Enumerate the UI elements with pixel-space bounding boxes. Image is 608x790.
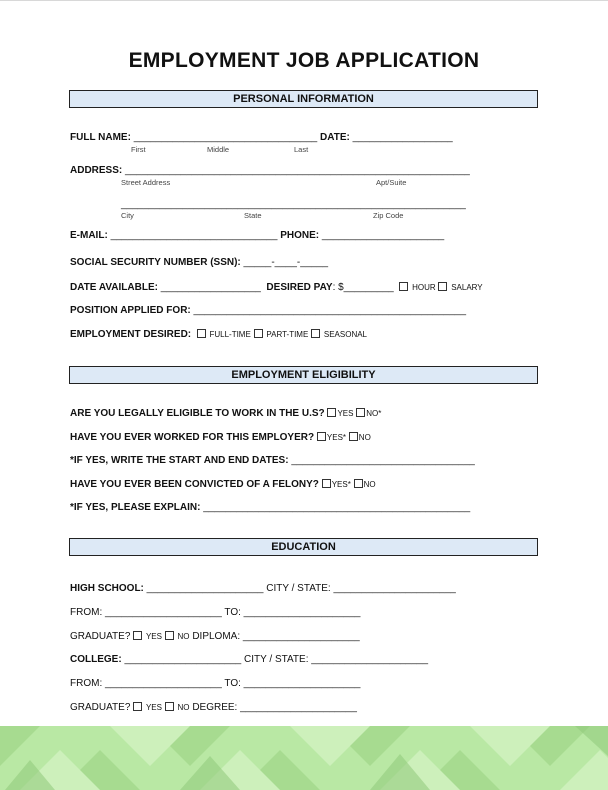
from-label: FROM: <box>70 607 103 618</box>
college-from-field[interactable]: _____________________ <box>105 678 222 689</box>
high-school-field[interactable]: _____________________ <box>146 583 264 594</box>
seasonal-label: SEASONAL <box>323 330 368 339</box>
hs-graduate-row <box>70 631 360 643</box>
college-from-to-row <box>70 678 360 690</box>
salary-checkbox[interactable] <box>438 282 447 291</box>
college-graduate-row <box>70 702 357 714</box>
legal-eligible-question: ARE YOU LEGALLY ELIGIBLE TO WORK IN THE U.S? <box>70 408 325 419</box>
date-field[interactable]: __________________ <box>352 132 453 143</box>
eligibility-q5-row <box>70 502 470 514</box>
full-name-field[interactable]: _________________________________ <box>133 132 318 143</box>
college-graduate-yes-label: YES <box>145 703 162 712</box>
felony-no-checkbox[interactable] <box>354 479 363 488</box>
eligibility-q1-row <box>70 408 381 420</box>
start-end-dates-label: *IF YES, WRITE THE START AND END DATES: <box>70 455 289 466</box>
worked-before-question: HAVE YOU EVER WORKED FOR THIS EMPLOYER? <box>70 432 315 443</box>
position-row <box>70 305 466 317</box>
start-end-dates-field[interactable]: _________________________________ <box>291 455 475 466</box>
sub-middle: Middle <box>207 145 230 154</box>
address-field[interactable]: ______________________________________________________________ <box>125 165 470 176</box>
degree-label: DEGREE: <box>192 702 238 713</box>
phone-label: PHONE: <box>280 230 320 241</box>
degree-field[interactable]: _____________________ <box>240 702 357 713</box>
felony-yes-label: YES* <box>331 480 351 489</box>
felony-no-label: NO <box>363 480 376 489</box>
sub-city: City <box>121 211 134 220</box>
worked-before-yes-checkbox[interactable] <box>317 432 326 441</box>
college-graduate-no-checkbox[interactable] <box>165 702 174 711</box>
address-label: ADDRESS: <box>70 165 123 176</box>
graduate-label: GRADUATE? <box>70 631 131 642</box>
sub-zip: Zip Code <box>373 211 404 220</box>
hs-graduate-no-label: NO <box>177 632 190 641</box>
college-city-state-field[interactable]: _____________________ <box>311 654 429 665</box>
sub-state: State <box>244 211 262 220</box>
college-graduate-yes-checkbox[interactable] <box>133 702 142 711</box>
high-school-row <box>70 583 456 595</box>
legal-eligible-no-checkbox[interactable] <box>356 408 365 417</box>
city-state-field[interactable]: ______________________ <box>333 583 456 594</box>
sub-street: Street Address <box>121 178 171 187</box>
hs-to-field[interactable]: _____________________ <box>243 607 361 618</box>
employment-desired-label: EMPLOYMENT DESIRED: <box>70 329 192 340</box>
full-name-label: FULL NAME: <box>70 132 131 143</box>
sub-last: Last <box>294 145 309 154</box>
hs-graduate-no-checkbox[interactable] <box>165 631 174 640</box>
explain-label: *IF YES, PLEASE EXPLAIN: <box>70 502 201 513</box>
email-phone-row <box>70 230 444 242</box>
part-time-checkbox[interactable] <box>254 329 263 338</box>
part-time-label: PART-TIME <box>266 330 309 339</box>
date-label: DATE: <box>320 132 350 143</box>
availability-row <box>70 282 483 294</box>
eligibility-q2-row <box>70 432 371 444</box>
college-city-state-label: CITY / STATE: <box>244 654 309 665</box>
seasonal-checkbox[interactable] <box>311 329 320 338</box>
footer-diamond-pattern <box>0 726 608 790</box>
worked-before-yes-label: YES* <box>326 433 347 442</box>
city-state-label: CITY / STATE: <box>266 583 331 594</box>
college-graduate-label: GRADUATE? <box>70 702 131 713</box>
full-time-checkbox[interactable] <box>197 329 206 338</box>
desired-pay-field[interactable]: : $_________ <box>332 282 394 293</box>
employment-desired-row <box>70 329 367 341</box>
college-label: COLLEGE: <box>70 654 122 665</box>
eligibility-q3-row <box>70 455 475 467</box>
hs-graduate-yes-label: YES <box>145 632 162 641</box>
diploma-field[interactable]: _____________________ <box>242 631 360 642</box>
full-name-row <box>70 132 453 144</box>
ssn-label: SOCIAL SECURITY NUMBER (SSN): <box>70 257 241 268</box>
address-row <box>70 165 470 177</box>
address2-field[interactable]: ______________________________________________________________ <box>121 199 466 210</box>
hs-from-to-row <box>70 607 360 619</box>
salary-label: SALARY <box>451 283 483 292</box>
worked-before-no-checkbox[interactable] <box>349 432 358 441</box>
ssn-field[interactable]: _____-____-_____ <box>243 257 329 268</box>
section-header-eligibility: EMPLOYMENT ELIGIBILITY <box>69 366 538 384</box>
section-header-personal: PERSONAL INFORMATION <box>69 90 538 108</box>
college-to-field[interactable]: _____________________ <box>243 678 361 689</box>
sub-apt: Apt/Suite <box>376 178 407 187</box>
college-from-label: FROM: <box>70 678 103 689</box>
date-available-field[interactable]: __________________ <box>160 282 261 293</box>
section-header-education: EDUCATION <box>69 538 538 556</box>
email-label: E-MAIL: <box>70 230 108 241</box>
college-row <box>70 654 428 666</box>
hour-label: HOUR <box>412 283 436 292</box>
date-available-label: DATE AVAILABLE: <box>70 282 158 293</box>
to-label: TO: <box>224 607 241 618</box>
form-title: EMPLOYMENT JOB APPLICATION <box>128 49 480 72</box>
full-time-label: FULL-TIME <box>209 330 251 339</box>
footer-pattern <box>0 726 608 790</box>
legal-eligible-yes-label: YES <box>337 409 354 418</box>
legal-eligible-yes-checkbox[interactable] <box>327 408 336 417</box>
desired-pay-label: DESIRED PAY <box>266 282 333 293</box>
legal-eligible-no-label: NO* <box>366 409 382 418</box>
diploma-label: DIPLOMA: <box>192 631 241 642</box>
phone-field[interactable]: ______________________ <box>321 230 445 241</box>
hs-graduate-yes-checkbox[interactable] <box>133 631 142 640</box>
high-school-label: HIGH SCHOOL: <box>70 583 144 594</box>
position-field[interactable]: _________________________________________________ <box>193 305 467 316</box>
sub-first: First <box>131 145 146 154</box>
hs-from-field[interactable]: _____________________ <box>105 607 222 618</box>
hour-checkbox[interactable] <box>399 282 408 291</box>
eligibility-q4-row <box>70 479 376 491</box>
top-border <box>0 0 608 1</box>
explain-field[interactable]: ________________________________________________ <box>203 502 471 513</box>
worked-before-no-label: NO <box>358 433 371 442</box>
college-to-label: TO: <box>224 678 241 689</box>
felony-question: HAVE YOU EVER BEEN CONVICTED OF A FELONY? <box>70 479 319 490</box>
ssn-row <box>70 257 328 269</box>
position-label: POSITION APPLIED FOR: <box>70 305 191 316</box>
email-field[interactable]: ______________________________ <box>110 230 278 241</box>
college-graduate-no-label: NO <box>177 703 190 712</box>
felony-yes-checkbox[interactable] <box>322 479 331 488</box>
college-field[interactable]: _____________________ <box>124 654 242 665</box>
